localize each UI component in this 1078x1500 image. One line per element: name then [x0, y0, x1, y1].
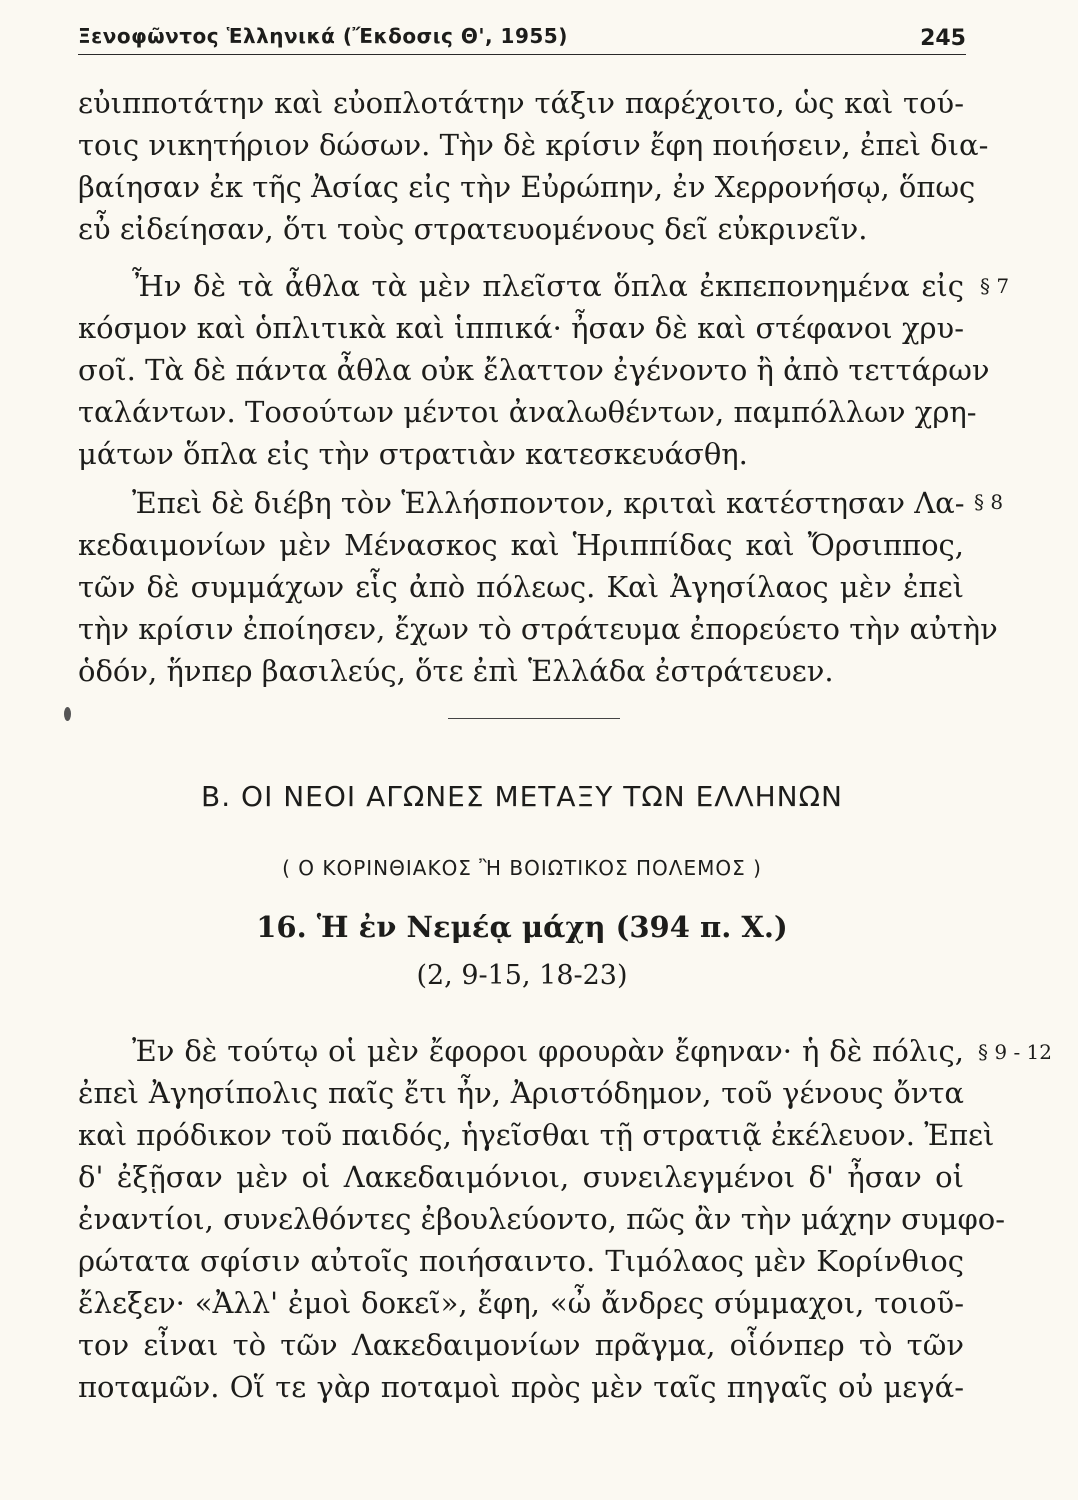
text-line: τον εἶναι τὸ τῶν Λακεδαιμονίων πρᾶγμα, οἷόνπερ τὸ τῶν [78, 1328, 964, 1362]
paragraph-3 [78, 482, 998, 692]
chapter-reference: (2, 9-15, 18-23) [416, 960, 628, 991]
text-line: ἐναντίοι, συνελθόντες ἐβουλεύοντο, πῶς ἂν τὴν μάχην συμφο- [78, 1202, 1006, 1236]
text-line: κόσμον καὶ ὁπλιτικὰ καὶ ἱππικά· ἦσαν δὲ καὶ στέφανοι χρυ- [78, 311, 964, 345]
text-line: εὐιπποτάτην καὶ εὐοπλοτάτην τάξιν παρέχοιτο, ὡς καὶ τού- [78, 86, 964, 120]
text-line: ταλάντων. Τοσούτων μέντοι ἀναλωθέντων, παμπόλλων χρη- [78, 395, 977, 429]
text-line: τῶν δὲ συμμάχων εἷς ἀπὸ πόλεως. Καὶ Ἀγησίλαος μὲν ἐπεὶ [78, 570, 964, 604]
text-line: Ἐπεὶ δὲ διέβη τὸν Ἑλλήσποντον, κριταὶ κατέστησαν Λα- [132, 486, 965, 520]
section-subtitle: ( Ο ΚΟΡΙΝΘΙΑΚΟΣ Ἢ ΒΟΙΩΤΙΚΟΣ ΠΟΛΕΜΟΣ ) [282, 856, 762, 880]
chapter-title: 16. Ἡ ἐν Νεμέᾳ μάχη (394 π. Χ.) [256, 910, 788, 944]
running-title: Ξενοφῶντος Ἑλληνικά (Ἔκδοσις Θ', 1955) [78, 24, 568, 48]
text-line: ρώτατα σφίσιν αὐτοῖς ποιήσαιντο. Τιμόλαος μὲν Κορίνθιος [78, 1244, 964, 1278]
text-line: καὶ πρόδικον τοῦ παιδός, ἡγεῖσθαι τῇ στρατιᾷ ἐκέλευον. Ἐπεὶ [78, 1118, 995, 1152]
text-line: Ἦν δὲ τὰ ἆθλα τὰ μὲν πλεῖστα ὅπλα ἐκπεπονημένα εἰς [132, 269, 964, 303]
ink-mark [64, 707, 71, 721]
marginal-section-ref: § 9 - 12 [978, 1040, 1053, 1064]
paragraph-1 [78, 82, 989, 250]
text-line: κεδαιμονίων μὲν Μένασκος καὶ Ἡριππίδας καὶ Ὄρσιππος, [78, 528, 964, 562]
text-line: δ' ἐξῇσαν μὲν οἱ Λακεδαιμόνιοι, συνειλεγμένοι δ' ἦσαν οἱ [78, 1160, 964, 1194]
marginal-section-ref: § 7 [980, 274, 1010, 298]
text-line: σοῖ. Τὰ δὲ πάντα ἆθλα οὐκ ἔλαττον ἐγένοντο ἢ ἀπὸ τεττάρων [78, 353, 990, 387]
page-number: 245 [920, 26, 966, 51]
paragraph-2 [78, 265, 990, 475]
marginal-section-ref: § 8 [974, 490, 1004, 514]
text-line: ὁδόν, ἥνπερ βασιλεύς, ὅτε ἐπὶ Ἑλλάδα ἐστράτευεν. [78, 654, 834, 688]
text-line: εὖ εἰδείησαν, ὅτι τοὺς στρατευομένους δεῖ εὐκρινεῖν. [78, 212, 868, 246]
text-line: ποταμῶν. Οἵ τε γὰρ ποταμοὶ πρὸς μὲν ταῖς πηγαῖς οὐ μεγά- [78, 1370, 964, 1404]
text-line: μάτων ὅπλα εἰς τὴν στρατιὰν κατεσκευάσθη. [78, 437, 748, 471]
text-line: τὴν κρίσιν ἐποίησεν, ἔχων τὸ στράτευμα ἐπορεύετο τὴν αὐτὴν [78, 612, 998, 646]
text-line: τοις νικητήριον δώσων. Τὴν δὲ κρίσιν ἔφη ποιήσειν, ἐπεὶ δια- [78, 128, 989, 162]
section-title: B. ΟΙ ΝΕΟΙ ΑΓΩΝΕΣ ΜΕΤΑΞΥ ΤΩΝ ΕΛΛΗΝΩΝ [201, 780, 843, 813]
section-divider [448, 718, 620, 719]
text-line: ἐπεὶ Ἀγησίπολις παῖς ἔτι ἦν, Ἀριστόδημον, τοῦ γένους ὄντα [78, 1076, 964, 1110]
paragraph-4 [78, 1030, 1006, 1408]
text-line: βαίησαν ἐκ τῆς Ἀσίας εἰς τὴν Εὐρώπην, ἐν Χερρονήσῳ, ὅπως [78, 170, 976, 204]
text-line: ἔλεξεν· «Ἀλλ' ἐμοὶ δοκεῖ», ἔφη, «ὦ ἄνδρες σύμμαχοι, τοιοῦ- [78, 1286, 964, 1320]
running-header [78, 18, 966, 55]
text-line: Ἐν δὲ τούτῳ οἱ μὲν ἔφοροι φρουρὰν ἔφηναν· ἡ δὲ πόλις, [132, 1034, 964, 1068]
